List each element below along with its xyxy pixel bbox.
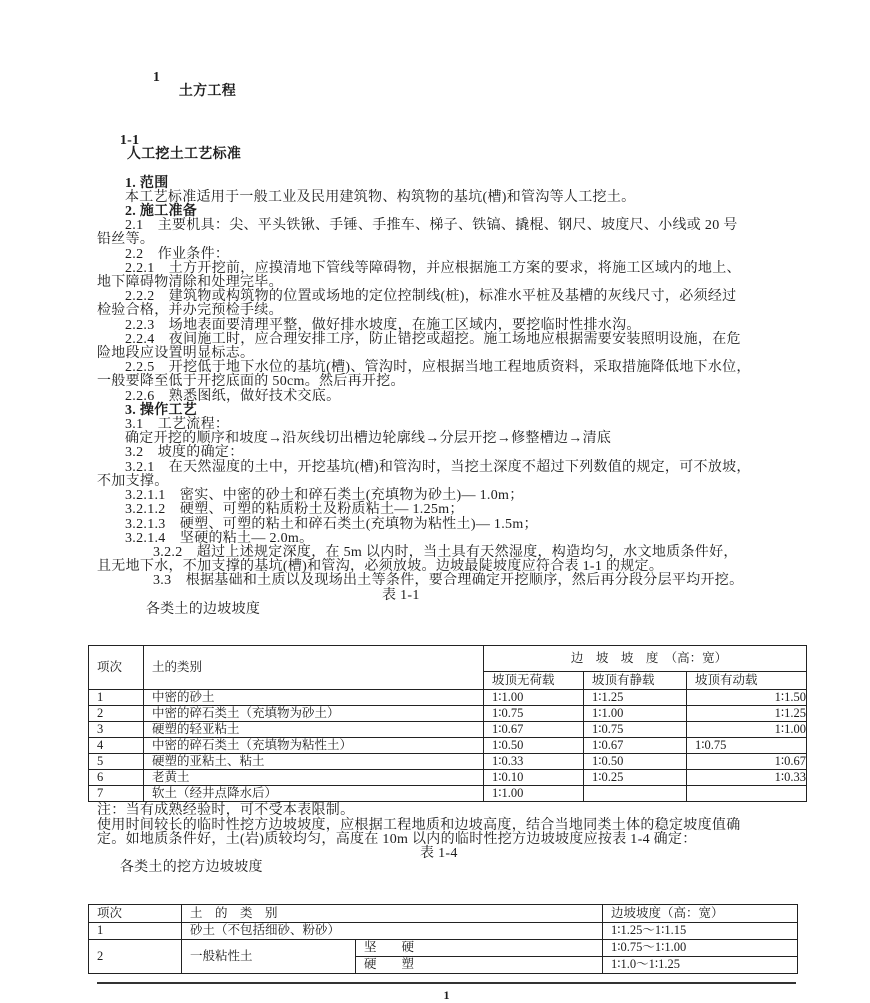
table4-caption-row xyxy=(97,847,796,904)
page-number: 1 xyxy=(443,987,450,1002)
para-line: 2.2.3 场地表面要清理平整，做好排水坡度，在施工区域内，要挖临时性排水沟。 xyxy=(125,317,641,333)
para-line: 3.2.1.4 坚硬的粘土— 2.0m。 xyxy=(125,530,314,546)
header-cell-item: 项次 xyxy=(89,904,182,922)
table1-caption: 各类土的边坡坡度 xyxy=(145,601,261,617)
section-heading xyxy=(97,120,796,177)
cell-soil: 中密的碎石类土（充填物为粘性土） xyxy=(144,738,484,754)
para-line: 2.2 作业条件： xyxy=(125,246,230,262)
header-cell-soil: 土 的 类 别 xyxy=(182,904,603,922)
para-line: 2.1 主要机具：尖、平头铁锹、手锤、手推车、梯子、铁镐、撬棍、钢尺、坡度尺、小线或 20 号 xyxy=(125,218,738,234)
table4-label: 表 1-4 xyxy=(420,845,458,861)
heading-operation: 3. 操作工艺 xyxy=(125,402,198,418)
cell-no: 2 xyxy=(89,706,144,722)
cell-value: 1∶1.00 xyxy=(687,722,807,738)
cell-value: 1∶0.67 xyxy=(484,722,584,738)
cell-value: 1∶1.00 xyxy=(584,706,687,722)
para-line: 地下障碍物清除和处理完毕。 xyxy=(97,275,283,291)
cell-value: 1∶0.33 xyxy=(687,770,807,786)
cell-soil: 硬塑的轻亚粘土 xyxy=(144,722,484,738)
heading-scope: 1. 范围 xyxy=(125,175,169,191)
header-cell-slope-group: 边 坡 坡 度 （高：宽） xyxy=(484,646,807,672)
cell-no: 3 xyxy=(89,722,144,738)
cell-value: 1∶0.50 xyxy=(484,738,584,754)
para-line: 不加支撑。 xyxy=(97,473,169,489)
cell-soil: 老黄土 xyxy=(144,770,484,786)
cell-value: 1∶0.33 xyxy=(484,754,584,770)
cell-value: 1∶1.50 xyxy=(687,690,807,706)
slope-gradient-table xyxy=(88,645,807,802)
excavation-slope-table xyxy=(88,904,798,974)
header-cell-slope: 边坡坡度（高：宽） xyxy=(603,904,798,922)
cell-value: 1∶0.75 xyxy=(584,722,687,738)
note-line: 使用时间较长的临时性挖方边坡坡度，应根据工程地质和边坡高度，结合当地同类土体的稳定坡度值确 xyxy=(97,817,741,833)
chapter-heading xyxy=(97,57,796,114)
cell-value: 1∶0.67 xyxy=(687,754,807,770)
heading-preparation: 2. 施工准备 xyxy=(125,204,198,220)
cell-value: 1∶0.75 xyxy=(687,738,807,754)
para-line: 本工艺标准适用于一般工业及民用建筑物、构筑物的基坑(槽)和管沟等人工挖土。 xyxy=(125,189,636,205)
process-flow-line: 确定开挖的顺序和坡度→沿灰线切出槽边轮廓线→分层开挖→修整槽边→清底 xyxy=(125,431,612,447)
table4-caption: 各类土的挖方边坡坡度 xyxy=(119,860,263,876)
cell-value: 1∶1.00 xyxy=(484,690,584,706)
document-content xyxy=(97,57,807,1003)
section-number: 1-1 xyxy=(119,133,140,149)
para-line: 3.2.1 在天然湿度的土中，开挖基坑(槽)和管沟时，当挖土深度不超过下列数值的规定，可不放坡， xyxy=(125,459,751,475)
cell-soil: 软土（经井点降水后） xyxy=(144,786,484,802)
cell-value xyxy=(687,786,807,802)
page-footer xyxy=(97,982,796,1003)
para-line: 险地段应设置明显标志。 xyxy=(97,346,255,362)
cell-value: 1∶0.50 xyxy=(584,754,687,770)
para-line: 检验合格，并办完预检手续。 xyxy=(97,303,283,319)
header-cell-dynamic-load: 坡顶有动载 xyxy=(687,672,807,690)
cell-no: 1 xyxy=(89,690,144,706)
cell-soil: 硬塑的亚粘土、粘土 xyxy=(144,754,484,770)
para-line: 一般要降至低于开挖底面的 50cm。然后再开挖。 xyxy=(97,374,405,390)
para-line: 3.2.2 超过上述规定深度，在 5m 以内时，当土具有天然湿度，构造均匀，水文地质条件好， xyxy=(153,544,738,560)
cell-value: 1∶1.25 xyxy=(584,690,687,706)
cell-soil: 砂土（不包括细砂、粉砂） xyxy=(182,922,603,939)
table1-caption-row xyxy=(97,589,796,646)
para-line: 3.2 坡度的确定： xyxy=(125,445,244,461)
para-line: 2.2.2 建筑物或构筑物的位置或场地的定位控制线(桩)，标准水平桩及基槽的灰线尺寸，必须经过 xyxy=(125,289,737,305)
cell-value: 1∶1.0～1∶1.25 xyxy=(603,956,798,973)
para-line: 3.2.1.3 硬塑、可塑的粘土和碎石类土(充填物为粘性土)— 1.5m； xyxy=(125,516,538,532)
para-line: 3.2.1.2 硬塑、可塑的粘质粉土及粉质粘土— 1.25m； xyxy=(125,502,464,518)
header-cell-soil: 土的类别 xyxy=(144,646,484,690)
cell-soil: 一般粘性土 xyxy=(182,939,356,973)
table1-notes xyxy=(97,804,796,847)
para-line: 2.2.1 土方开挖前，应摸清地下管线等障碍物，并应根据施工方案的要求，将施工区域内的地上、 xyxy=(125,260,741,276)
para-line: 2.2.6 熟悉图纸，做好技术交底。 xyxy=(125,388,341,404)
cell-no: 6 xyxy=(89,770,144,786)
cell-value: 1∶1.25～1∶1.15 xyxy=(603,922,798,939)
cell-value: 1∶1.25 xyxy=(687,706,807,722)
chapter-number: 1 xyxy=(152,70,161,86)
header-cell-item: 项次 xyxy=(89,646,144,690)
cell-value xyxy=(584,786,687,802)
cell-no: 2 xyxy=(89,939,182,973)
cell-no: 5 xyxy=(89,754,144,770)
cell-no: 1 xyxy=(89,922,182,939)
cell-soil: 中密的碎石类土（充填物为砂土） xyxy=(144,706,484,722)
note-line: 定。如地质条件好，土(岩)质较均匀，高度在 10m 以内的临时性挖方边坡坡度应按表 1-4 确定： xyxy=(97,831,697,847)
cell-value: 1∶0.10 xyxy=(484,770,584,786)
cell-consistency: 硬 塑 xyxy=(356,956,603,973)
section-title: 人工挖土工艺标准 xyxy=(126,147,242,163)
cell-value: 1∶0.25 xyxy=(584,770,687,786)
cell-value: 1∶0.75 xyxy=(484,706,584,722)
cell-soil: 中密的砂土 xyxy=(144,690,484,706)
cell-consistency: 坚 硬 xyxy=(356,939,603,956)
cell-value: 1∶0.67 xyxy=(584,738,687,754)
para-line: 且无地下水，不加支撑的基坑(槽)和管沟，必须放坡。边坡最陡坡度应符合表 1-1 的规定。 xyxy=(97,559,664,575)
footer-rule xyxy=(97,982,796,984)
cell-value: 1∶0.75～1∶1.00 xyxy=(603,939,798,956)
para-line: 2.2.4 夜间施工时，应合理安排工序，防止错挖或超挖。施工场地应根据需要安装照明设施，在危 xyxy=(125,331,741,347)
note-line: 注：当有成熟经验时，可不受本表限制。 xyxy=(97,803,355,819)
para-line: 3.2.1.1 密实、中密的砂土和碎石类土(充填物为砂土)— 1.0m； xyxy=(125,488,524,504)
cell-value: 1∶1.00 xyxy=(484,786,584,802)
header-cell-static-load: 坡顶有静载 xyxy=(584,672,687,690)
para-line: 铅丝等。 xyxy=(97,232,155,248)
para-line: 3.1 工艺流程： xyxy=(125,417,230,433)
table1-label: 表 1-1 xyxy=(382,587,420,603)
cell-no: 4 xyxy=(89,738,144,754)
cell-no: 7 xyxy=(89,786,144,802)
para-line: 2.2.5 开挖低于地下水位的基坑(槽)、管沟时，应根据当地工程地质资料，采取措施降低地下水位， xyxy=(125,360,751,376)
header-cell-no-load: 坡顶无荷载 xyxy=(484,672,584,690)
chapter-title: 土方工程 xyxy=(178,84,237,100)
para-line: 3.3 根据基础和土质以及现场出土等条件，要合理确定开挖顺序，然后再分段分层平均开挖。 xyxy=(153,573,744,589)
